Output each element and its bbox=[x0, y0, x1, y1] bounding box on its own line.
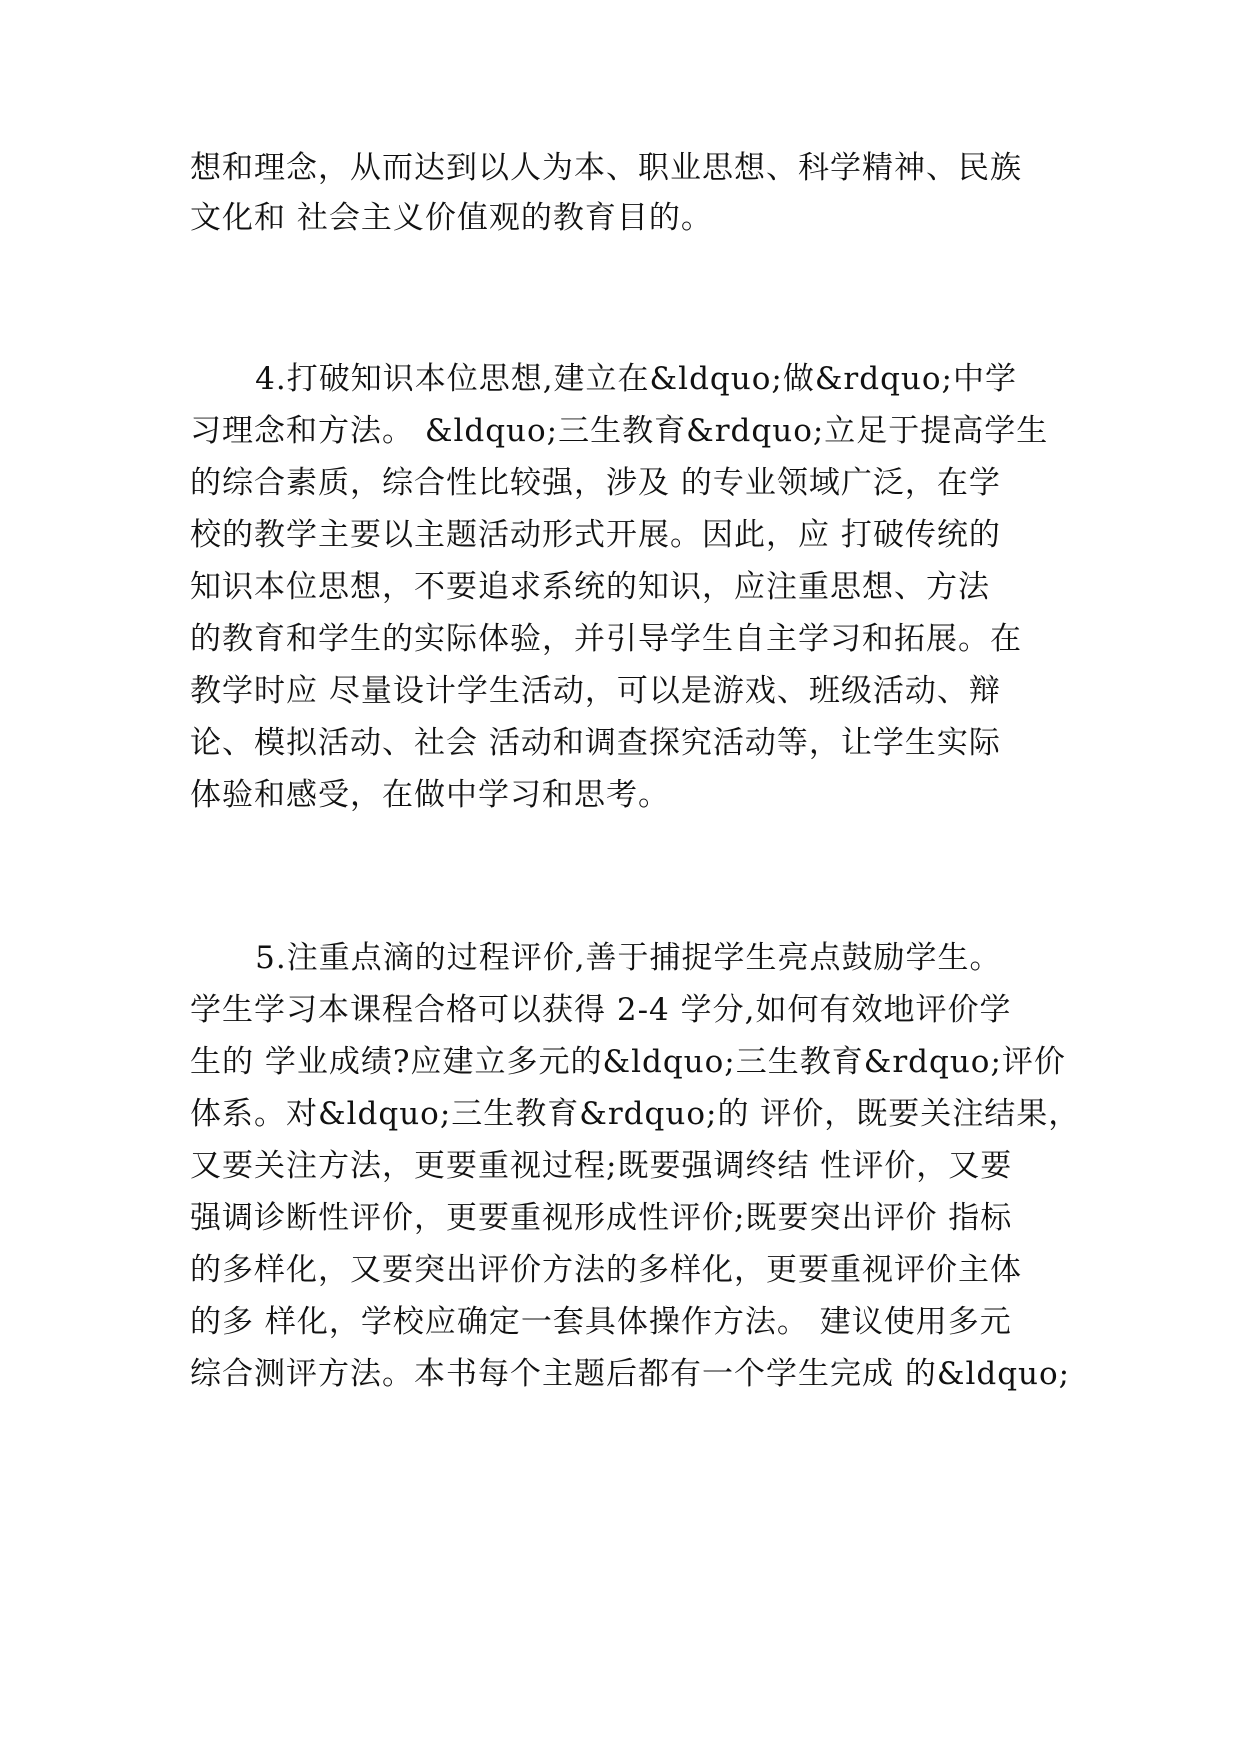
text-line: 生的 学业成绩?应建立多元的&ldquo;三生教育&rdquo;评价 bbox=[190, 1044, 1066, 1080]
text-line: 强调诊断性评价，更要重视形成性评价;既要突出评价 指标 bbox=[190, 1200, 1013, 1236]
text-line: 想和理念，从而达到以人为本、职业思想、科学精神、民族 bbox=[190, 150, 1022, 186]
text-line: 体系。对&ldquo;三生教育&rdquo;的 评价，既要关注结果， bbox=[190, 1096, 1081, 1132]
text-line: 综合测评方法。本书每个主题后都有一个学生完成 的&ldquo; bbox=[190, 1356, 1071, 1392]
text-line: 习理念和方法。 &ldquo;三生教育&rdquo;立足于提高学生 bbox=[190, 413, 1049, 449]
text-line: 4.打破知识本位思想,建立在&ldquo;做&rdquo;中学 bbox=[190, 361, 1017, 397]
text-line: 又要关注方法，更要重视过程;既要强调终结 性评价，又要 bbox=[190, 1148, 1013, 1184]
text-line: 体验和感受，在做中学习和思考。 bbox=[190, 777, 670, 813]
text-line: 论、模拟活动、社会 活动和调查探究活动等，让学生实际 bbox=[190, 725, 1001, 761]
text-line: 的综合素质，综合性比较强，涉及 的专业领域广泛，在学 bbox=[190, 465, 1001, 501]
text-line: 的教育和学生的实际体验，并引导学生自主学习和拓展。在 bbox=[190, 621, 1022, 657]
text-line: 教学时应 尽量设计学生活动，可以是游戏、班级活动、辩 bbox=[190, 673, 1001, 709]
text-line: 的多 样化，学校应确定一套具体操作方法。 建议使用多元 bbox=[190, 1304, 1012, 1340]
text-line: 学生学习本课程合格可以获得 2-4 学分,如何有效地评价学 bbox=[190, 992, 1012, 1028]
text-line: 校的教学主要以主题活动形式开展。因此，应 打破传统的 bbox=[190, 517, 1001, 553]
text-line: 的多样化，又要突出评价方法的多样化，更要重视评价主体 bbox=[190, 1252, 1022, 1288]
text-line: 文化和 社会主义价值观的教育目的。 bbox=[190, 200, 713, 236]
text-line: 知识本位思想，不要追求系统的知识，应注重思想、方法 bbox=[190, 569, 990, 605]
text-line: 5.注重点滴的过程评价,善于捕捉学生亮点鼓励学生。 bbox=[190, 940, 1002, 976]
